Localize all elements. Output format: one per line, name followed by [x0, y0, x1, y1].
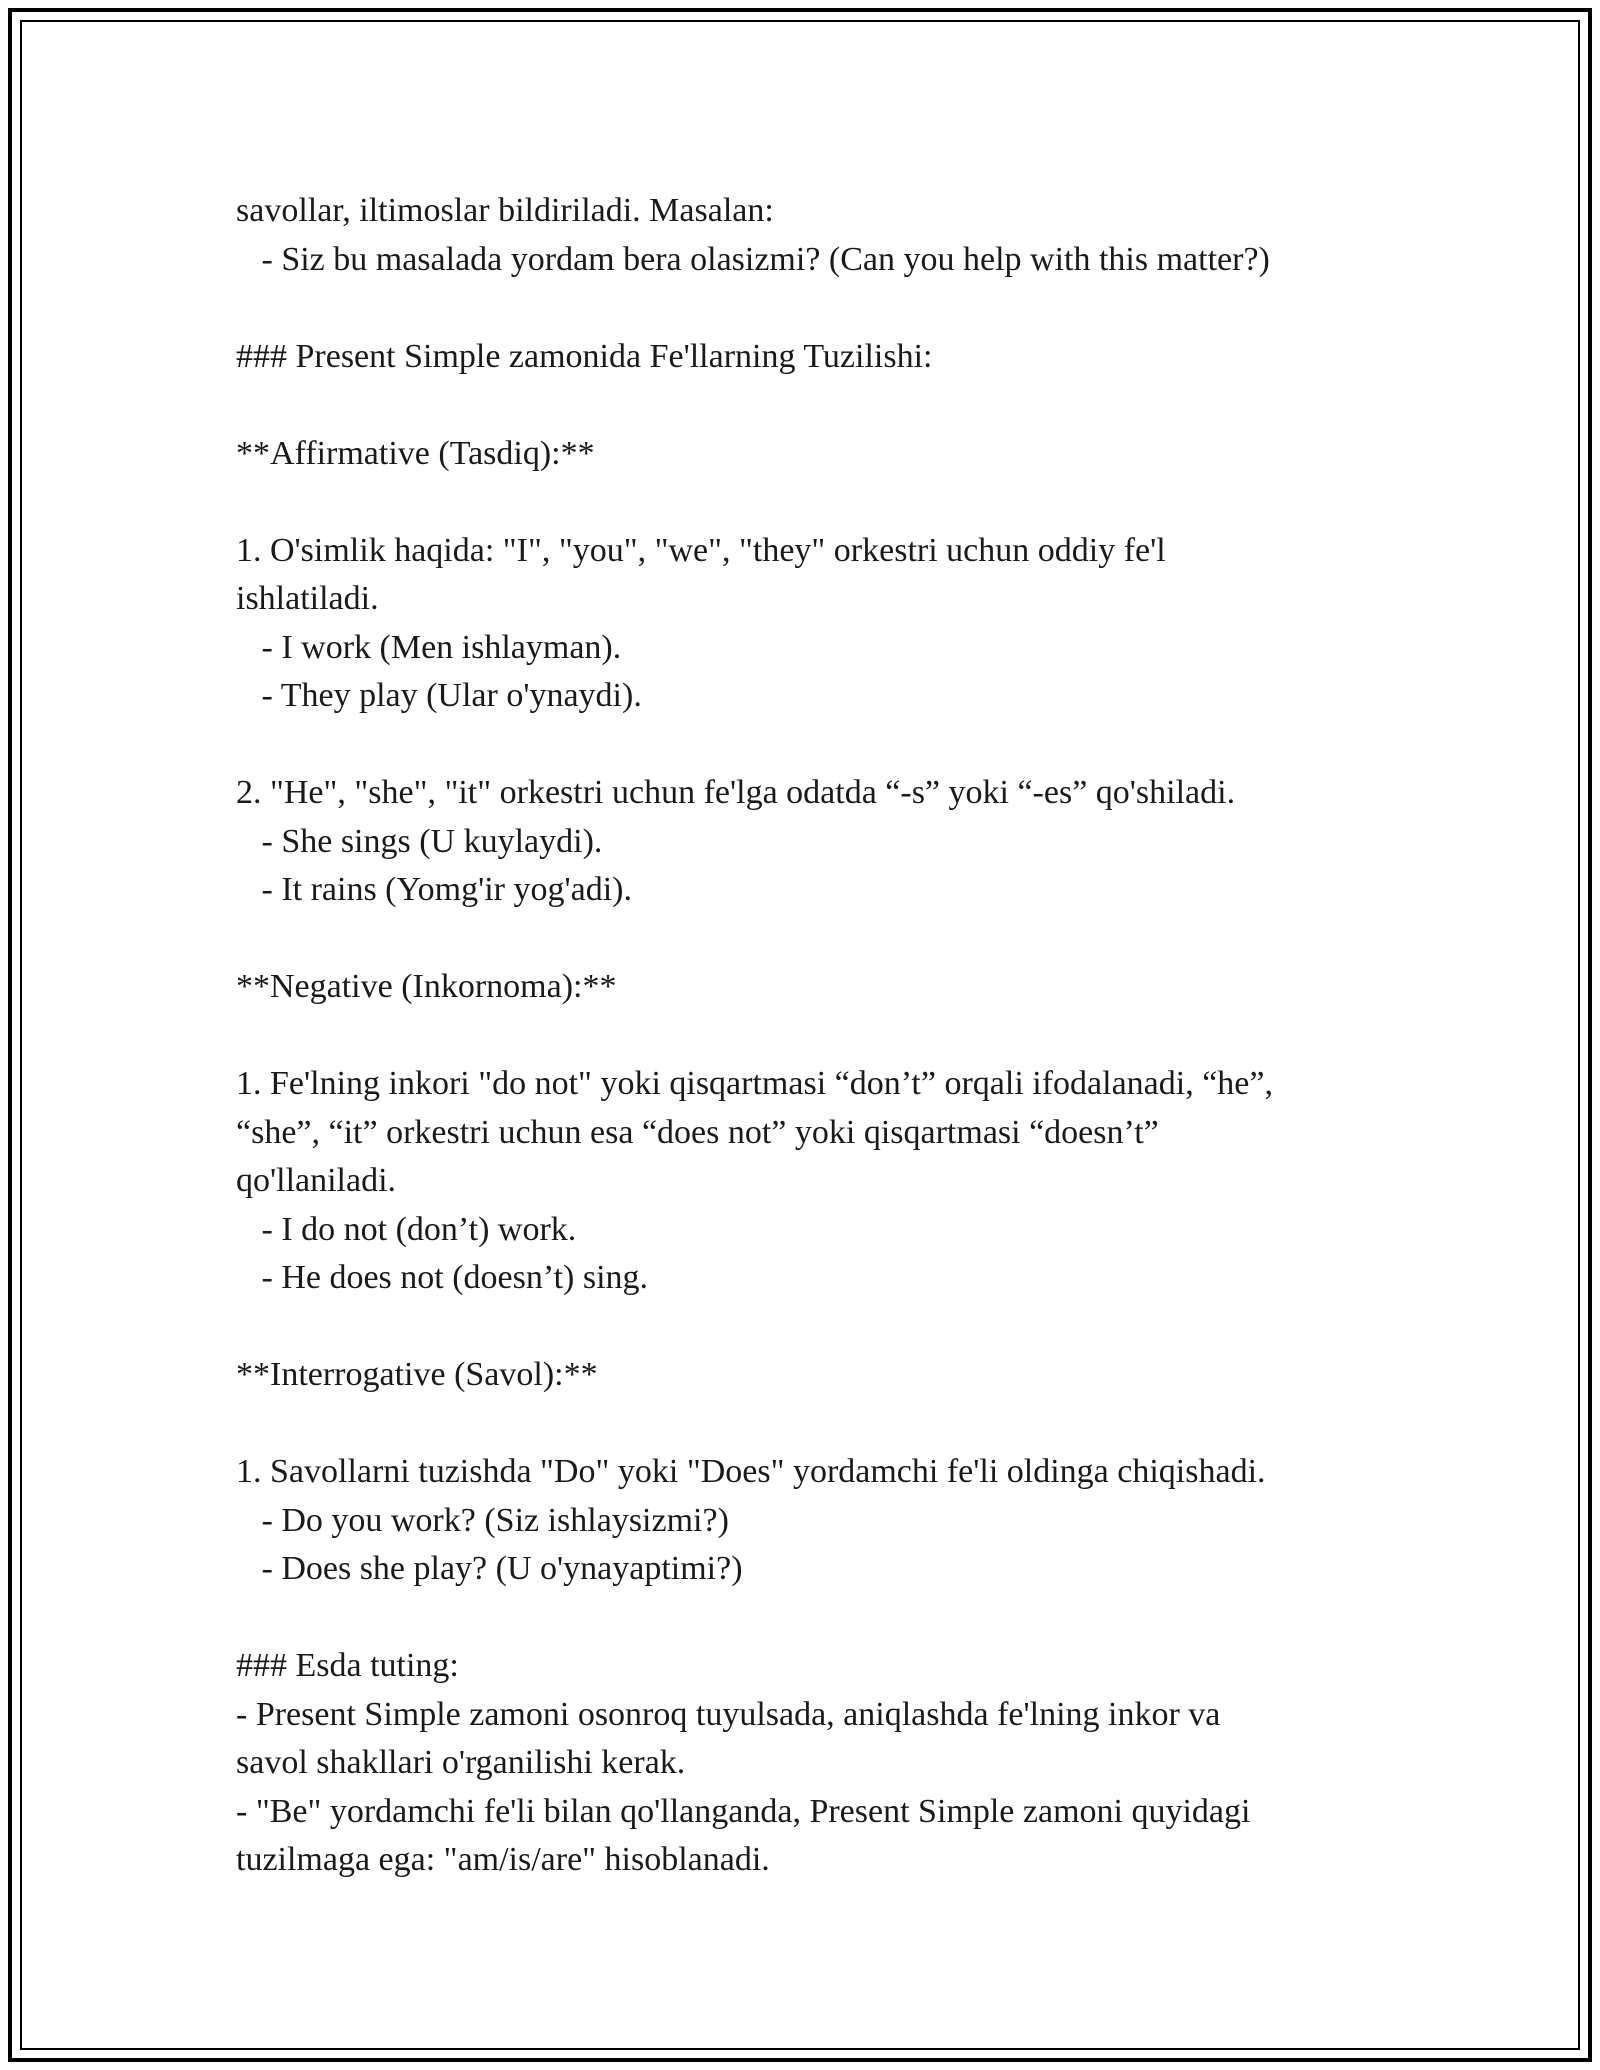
affirmative-example: - She sings (U kuylaydi). — [236, 822, 603, 860]
negative-example: - I do not (don’t) work. — [236, 1210, 577, 1248]
negative-example: - He does not (doesn’t) sing. — [236, 1259, 649, 1296]
blank-line — [236, 1303, 1386, 1352]
interrogative-example: - Do you work? (Siz ishlaysizmi?) — [236, 1501, 729, 1539]
blank-line — [236, 1012, 1386, 1061]
intro-example: - Siz bu masalada yordam bera olasizmi? (Can you help with this matter?) — [236, 240, 1270, 278]
remember-note-1-cont: savol shakllari o'rganilishi kerak. — [236, 1744, 686, 1781]
blank-line — [236, 284, 1386, 333]
negative-rule-1-cont: qo'llaniladi. — [236, 1162, 397, 1199]
blank-line — [236, 381, 1386, 430]
remember-note-1: - Present Simple zamoni osonroq tuyulsada, aniqlashda fe'lning inkor va — [236, 1695, 1221, 1733]
blank-line — [236, 478, 1386, 527]
negative-rule-1: 1. Fe'lning inkori "do not" yoki qisqartmasi “don’t” orqali ifodalanadi, “he”, — [236, 1065, 1273, 1102]
blank-line — [236, 1400, 1386, 1449]
section-heading: ### Present Simple zamonida Fe'llarning Tuzilishi: — [236, 337, 933, 375]
blank-line — [236, 915, 1386, 964]
affirmative-rule-1-cont: ishlatiladi. — [236, 580, 379, 617]
interrogative-heading: **Interrogative (Savol):** — [236, 1356, 598, 1393]
affirmative-rule-1: 1. O'simlik haqida: "I", "you", "we", "they" orkestri uchun oddiy fe'l — [236, 531, 1166, 569]
affirmative-heading: **Affirmative (Tasdiq):** — [236, 434, 595, 472]
blank-line — [236, 721, 1386, 770]
affirmative-rule-2: 2. "He", "she", "it" orkestri uchun fe'lga odatda “-s” yoki “-es” qo'shiladi. — [236, 774, 1236, 811]
interrogative-example: - Does she play? (U o'ynayaptimi?) — [236, 1550, 743, 1587]
remember-note-2-cont: tuzilmaga ega: "am/is/are" hisoblanadi. — [236, 1841, 770, 1878]
blank-line — [236, 1594, 1386, 1643]
negative-heading: **Negative (Inkornoma):** — [236, 968, 617, 1005]
document-body — [236, 187, 1386, 1885]
remember-note-2: - "Be" yordamchi fe'li bilan qo'llanganda, Present Simple zamoni quyidagi — [236, 1792, 1251, 1830]
interrogative-rule-1: 1. Savollarni tuzishda "Do" yoki "Does" yordamchi fe'li oldinga chiqishadi. — [236, 1453, 1266, 1490]
remember-heading: ### Esda tuting: — [236, 1647, 459, 1684]
intro-line: savollar, iltimoslar bildiriladi. Masalan: — [236, 192, 774, 229]
negative-rule-1-cont: “she”, “it” orkestri uchun esa “does not” yoki qisqartmasi “doesn’t” — [236, 1113, 1159, 1151]
affirmative-example: - They play (Ular o'ynaydi). — [236, 677, 642, 714]
affirmative-example: - I work (Men ishlayman). — [236, 628, 622, 666]
affirmative-example: - It rains (Yomg'ir yog'adi). — [236, 871, 632, 908]
